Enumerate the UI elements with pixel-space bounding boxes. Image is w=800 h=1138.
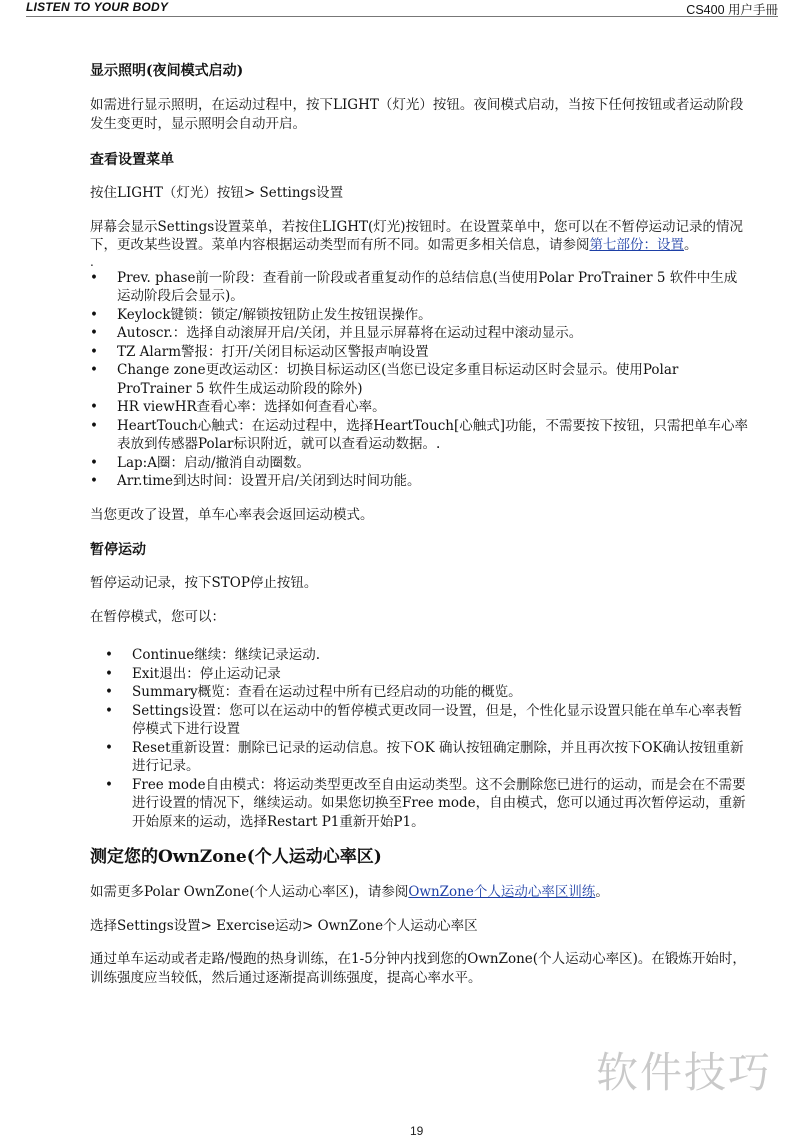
display-light-heading: 显示照明(夜间模式启动): [90, 63, 244, 79]
settings-section-link[interactable]: 第七部份：设置: [589, 237, 684, 253]
pause-item-free-mode: • Free mode自由模式：将运动类型更改至自由运动类型。这不会删除您已进行的运动，而是会在不需要进行设置的情况下，继续运动。如果您切换至Free mode，自由模式，您可以通过再次暂停运动，重新开始原来的运动，选择Restart P1重新开始P1。: [90, 776, 750, 832]
pause-item-continue: • Continue继续：继续记录运动.: [90, 646, 750, 665]
header-divider: [26, 16, 778, 17]
pause-intro: 在暂停模式，您可以：: [90, 608, 225, 625]
settings-item-tz-alarm: • TZ Alarm警报：打开/关闭目标运动区警报声响设置: [90, 343, 750, 362]
ownzone-text: 通过单车运动或者走路/慢跑的热身训练，在1-5分钟内找到您的OwnZone(个人运动心率区)。在锻炼开始时，训练强度应当较低，然后通过逐渐提高训练强度，提高心率水平。: [90, 951, 746, 986]
ownzone-ref-text: 如需更多Polar OwnZone(个人运动心率区)，请参阅: [90, 884, 409, 900]
page-number: 19: [410, 1124, 424, 1138]
pause-item-exit: • Exit退出：停止运动记录: [90, 665, 750, 684]
pause-item-settings: • Settings设置：您可以在运动中的暂停模式更改同一设置，但是，个性化显示设置只能在单车心率表暂停模式下进行设置: [90, 702, 750, 739]
settings-item-keylock: • Keylock键锁：锁定/解锁按钮防止发生按钮误操作。: [90, 306, 750, 325]
pause-item-reset: • Reset重新设置：删除已记录的运动信息。按下OK 确认按钮确定删除，并且再次按下OK确认按钮重新进行记录。: [90, 739, 750, 776]
settings-item-hearttouch: • HeartTouch心触式：在运动过程中，选择HeartTouch[心触式]功能，不需要按下按钮，只需把单车心率表放到传感器Polar标识附近，就可以查看运动数据。.: [90, 417, 750, 454]
ownzone-ref-end: 。: [595, 884, 609, 900]
pause-heading: 暂停运动: [90, 542, 146, 558]
settings-menu-list: [90, 269, 750, 491]
ownzone-path: 选择Settings设置> Exercise运动> OwnZone个人运动心率区: [90, 917, 478, 934]
brand-slogan: LISTEN TO YOUR BODY: [26, 0, 169, 14]
settings-item-autoscroll: • Autoscr.：选择自动滚屏开启/关闭，并且显示屏幕将在运动过程中滚动显示。: [90, 324, 750, 343]
settings-item-arrival-time: • Arr.time到达时间：设置开启/关闭到达时间功能。: [90, 472, 750, 491]
ownzone-reference: [90, 883, 750, 902]
settings-item-prev-phase: • Prev. phase前一阶段：查看前一阶段或者重复动作的总结信息(当使用Polar ProTrainer 5 软件中生成运动阶段后会显示)。: [90, 269, 750, 306]
settings-menu-outro: 当您更改了设置，单车心率表会返回运动模式。: [90, 506, 374, 523]
watermark: 软件技巧: [595, 1048, 772, 1097]
pause-text: 暂停运动记录，按下STOP停止按钮。: [90, 575, 318, 591]
page-content: [90, 62, 750, 987]
ownzone-heading: 测定您的OwnZone(个人运动心率区): [90, 847, 382, 867]
settings-menu-intro-end: 。: [684, 237, 698, 253]
pause-item-summary: • Summary概览：查看在运动过程中所有已经启动的功能的概览。: [90, 683, 750, 702]
manual-title: CS400 用户手冊: [686, 3, 778, 17]
pause-mode-list: [90, 646, 750, 831]
display-light-text: 如需进行显示照明，在运动过程中，按下LIGHT（灯光）按钮。夜间模式启动，当按下任何按钮或者运动阶段发生变更时，显示照明会自动开启。: [90, 97, 744, 132]
settings-menu-heading: 查看设置菜单: [90, 152, 174, 168]
settings-menu-path: 按住LIGHT（灯光）按钮> Settings设置: [90, 185, 344, 201]
settings-item-change-zone: • Change zone更改运动区：切换目标运动区(当您已设定多重目标运动区时会显示。使用Polar ProTrainer 5 软件生成运动阶段的除外): [90, 361, 750, 398]
settings-item-autolap: • Lap:A圈：启动/撤消自动圈数。: [90, 454, 750, 473]
settings-menu-intro: [90, 218, 750, 255]
settings-item-hr-view: • HR viewHR查看心率：选择如何查看心率。: [90, 398, 750, 417]
ownzone-training-link[interactable]: OwnZone个人运动心率区训练: [408, 884, 596, 900]
settings-menu-intro-text: 屏幕会显示Settings设置菜单，若按住LIGHT(灯光)按钮时。在设置菜单中，您可以在不暂停运动记录的情况下，更改某些设置。菜单内容根据运动类型而有所不同。如需更多相关信息，请参阅: [90, 218, 744, 253]
stray-dot: .: [90, 254, 94, 269]
